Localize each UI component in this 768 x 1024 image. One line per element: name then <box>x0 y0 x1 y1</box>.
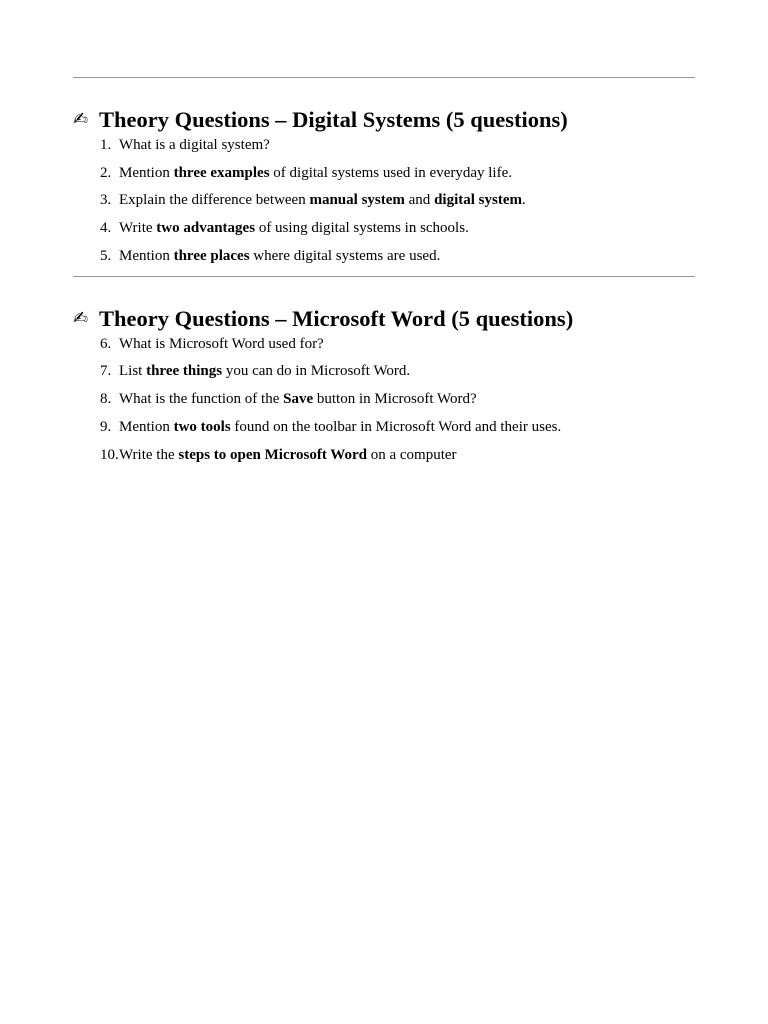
document-page <box>73 0 695 473</box>
writing-hand-icon: ✍ <box>73 109 89 130</box>
question-text: Write <box>119 220 157 237</box>
question-emphasis: three places <box>173 247 250 264</box>
question-text: What is Microsoft Word used for? <box>119 335 324 352</box>
list-item <box>73 136 695 155</box>
question-emphasis: Save <box>283 391 314 408</box>
list-item <box>73 247 695 266</box>
question-text: Mention <box>119 247 174 264</box>
question-text: button in Microsoft Word? <box>313 391 477 408</box>
section-heading-digital-systems <box>73 106 695 134</box>
question-text: What is a digital system? <box>119 137 270 153</box>
question-text: found on the toolbar in Microsoft Word and their uses. <box>230 418 562 435</box>
question-text: List <box>119 363 147 380</box>
question-text: on a computer <box>366 446 457 463</box>
question-number: 7. <box>100 363 112 380</box>
list-item <box>73 390 695 409</box>
question-number: 9. <box>100 418 112 435</box>
horizontal-divider <box>73 276 695 277</box>
section-title-text: Theory Questions – Digital Systems (5 questions) <box>99 107 568 132</box>
question-text: Mention <box>119 164 174 181</box>
question-text: and <box>404 192 435 209</box>
list-item <box>73 335 695 354</box>
question-emphasis: three examples <box>173 164 270 181</box>
question-emphasis: two advantages <box>156 220 256 237</box>
question-text: where digital systems are used. <box>249 247 441 264</box>
question-list-digital-systems <box>73 136 695 266</box>
question-text: . <box>521 192 526 209</box>
list-item <box>73 362 695 381</box>
question-emphasis: three things <box>146 363 223 380</box>
question-list-microsoft-word <box>73 335 695 465</box>
question-text: of digital systems used in everyday life. <box>269 164 512 181</box>
question-number: 3. <box>100 192 112 209</box>
question-text: Write the <box>119 446 179 463</box>
list-item <box>73 191 695 210</box>
writing-hand-icon: ✍ <box>73 307 89 329</box>
horizontal-divider <box>73 77 695 78</box>
question-text: Explain the difference between <box>119 192 310 209</box>
question-emphasis: two tools <box>173 418 231 435</box>
list-item <box>73 219 695 238</box>
section-heading-microsoft-word <box>73 305 695 333</box>
question-emphasis: digital system <box>434 192 522 209</box>
list-item <box>73 446 695 465</box>
question-text: Mention <box>119 418 174 435</box>
question-number: 5. <box>100 247 112 264</box>
question-number: 6. <box>100 335 112 352</box>
list-item <box>73 418 695 437</box>
question-emphasis: manual system <box>309 192 405 209</box>
question-number: 8. <box>100 391 112 408</box>
question-text: of using digital systems in schools. <box>255 220 469 237</box>
question-text: you can do in Microsoft Word. <box>222 363 411 380</box>
question-emphasis: steps to open Microsoft Word <box>178 446 367 463</box>
question-number: 4. <box>100 220 112 237</box>
section-title-text: Theory Questions – Microsoft Word (5 questions) <box>99 305 574 331</box>
list-item <box>73 164 695 183</box>
question-number: 2. <box>100 164 112 181</box>
question-text: What is the function of the <box>119 391 284 408</box>
question-number: 1. <box>100 137 112 153</box>
question-number: 10. <box>100 446 119 463</box>
